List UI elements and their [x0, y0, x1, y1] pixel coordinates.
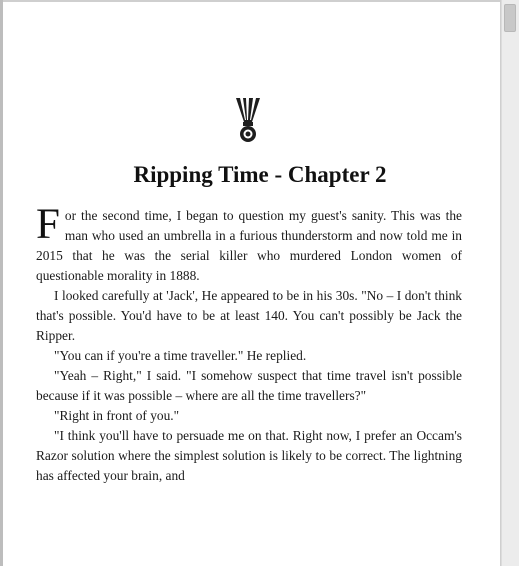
window-top-border: [0, 0, 519, 2]
paragraph: [36, 201, 462, 286]
scrollbar-thumb[interactable]: [504, 4, 516, 32]
paragraph: I looked carefully at 'Jack', He appeared to be in his 30s. "No – I don't think that's possible. You'd have to be at least 140. You can't possibly be Jack the Ripper.: [36, 288, 462, 343]
chapter-body: [36, 201, 462, 486]
paragraph: "You can if you're a time traveller." He replied.: [54, 348, 307, 363]
paragraph: "Yeah – Right," I said. "I somehow suspect that time travel isn't possible because if it was possible – where are all the time travellers?": [36, 368, 462, 403]
window-left-border: [0, 0, 3, 566]
drop-cap: F: [36, 201, 60, 248]
fountain-pen-nib-icon: [228, 96, 268, 144]
paragraph: "I think you'll have to persuade me on that. Right now, I prefer an Occam's Razor solution where the simplest solution is likely to be correct. The lightning has affected your brain, and: [36, 428, 462, 483]
chapter-title: Ripping Time - Chapter 2: [133, 162, 387, 187]
paragraph-text: or the second time, I began to question my guest's sanity. This was the man who used an umbrella in a furious thunderstorm and now told me in 2015 that he was the serial killer who murdered London women of questionable morality in 1888.: [36, 208, 462, 283]
paragraph: "Right in front of you.": [54, 408, 180, 423]
vertical-scrollbar[interactable]: [501, 0, 519, 566]
